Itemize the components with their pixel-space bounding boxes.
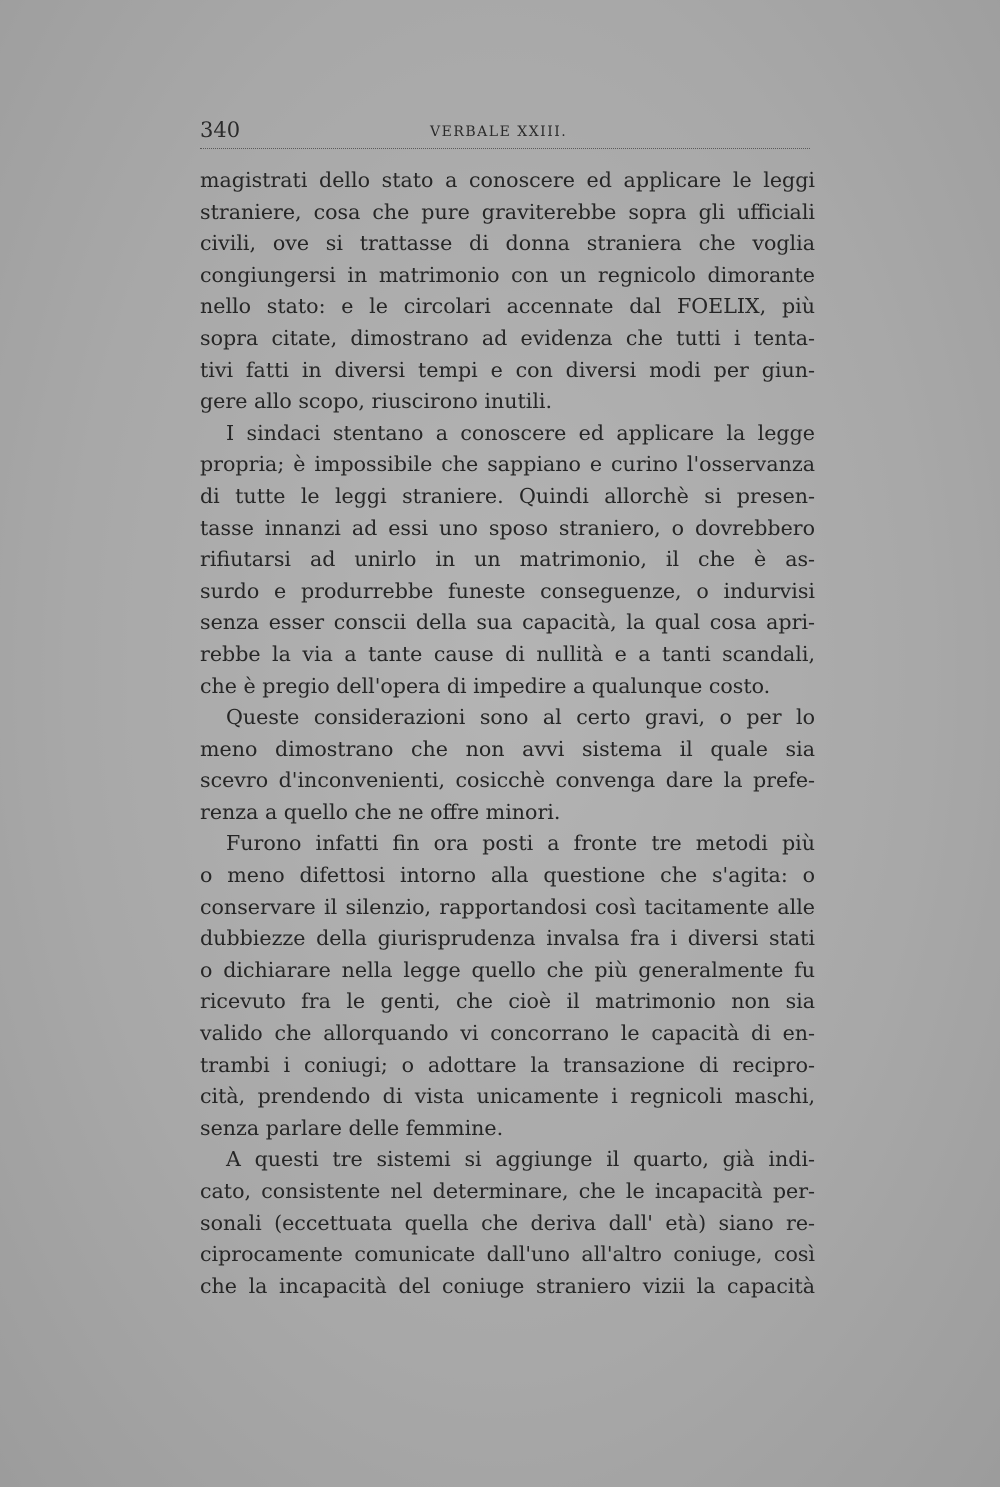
text-line: valido che allorquando vi concorrano le capacità di en-	[200, 1021, 815, 1046]
text-line: rebbe la via a tante cause di nullità e a tanti scandali,	[200, 641, 815, 666]
text-line: o dichiarare nella legge quello che più generalmente fu	[200, 957, 815, 982]
text-line: o meno difettosi intorno alla questione che s'agita: o	[200, 863, 815, 888]
text-line: renza a quello che ne offre minori.	[200, 799, 561, 824]
text-line: sopra citate, dimostrano ad evidenza che tutti i tenta-	[200, 325, 815, 350]
text-line: Furono infatti fin ora posti a fronte tre metodi più	[226, 831, 815, 856]
text-line: Queste considerazioni sono al certo gravi, o per lo	[226, 705, 815, 730]
text-line: scevro d'inconvenienti, cosicchè convenga dare la prefe-	[200, 768, 815, 793]
text-line: rifiutarsi ad unirlo in un matrimonio, il che è as-	[200, 547, 815, 572]
text-line: ricevuto fra le genti, che cioè il matrimonio non sia	[200, 989, 815, 1014]
text-line: magistrati dello stato a conoscere ed applicare le leggi	[200, 168, 815, 192]
text-line: che è pregio dell'opera di impedire a qualunque costo.	[200, 673, 771, 698]
text-line: surdo e produrrebbe funeste conseguenze, o indurvisi	[200, 578, 815, 603]
text-line: A questi tre sistemi si aggiunge il quarto, già indi-	[226, 1147, 815, 1172]
text-line: civili, ove si trattasse di donna straniera che voglia	[200, 231, 815, 256]
text-line: congiungersi in matrimonio con un regnicolo dimorante	[200, 262, 815, 287]
page-number: 340	[200, 118, 241, 142]
text-line: cità, prendendo di vista unicamente i regnicoli maschi,	[200, 1084, 815, 1109]
text-line: tivi fatti in diversi tempi e con diversi modi per giun-	[200, 357, 815, 382]
text-line: cato, consistente nel determinare, che le incapacità per-	[200, 1179, 815, 1203]
text-line: propria; è impossibile che sappiano e curino l'osservanza	[200, 452, 815, 477]
page-header	[200, 118, 810, 148]
text-line: di tutte le leggi straniere. Quindi allorchè si presen-	[200, 483, 815, 508]
text-line: sonali (eccettuata quella che deriva dall' età) siano re-	[200, 1210, 815, 1235]
text-line: senza parlare delle femmine.	[200, 1115, 504, 1140]
text-line: straniere, cosa che pure graviterebbe sopra gli ufficiali	[200, 199, 815, 224]
running-head: VERBALE XXIII.	[430, 124, 568, 140]
text-line: tasse innanzi ad essi uno sposo straniero, o dovrebbero	[200, 515, 815, 540]
header-rule	[200, 148, 810, 149]
text-line: gere allo scopo, riuscirono inutili.	[200, 389, 553, 414]
text-line: trambi i coniugi; o adottare la transazione di recipro-	[200, 1052, 815, 1077]
text-line: conservare il silenzio, rapportandosi così tacitamente alle	[200, 894, 815, 919]
text-line: dubbiezze della giurisprudenza invalsa fra i diversi stati	[200, 926, 815, 951]
text-line: nello stato: e le circolari accennate dal FOELIX, più	[200, 294, 815, 319]
text-line: senza esser conscii della sua capacità, la qual cosa apri-	[200, 610, 815, 635]
text-line: ciprocamente comunicate dall'uno all'altro coniuge, così	[200, 1242, 815, 1267]
text-line: che la incapacità del coniuge straniero vizii la capacità	[200, 1273, 815, 1298]
text-line: I sindaci stentano a conoscere ed applicare la legge	[226, 420, 815, 445]
text-line: meno dimostrano che non avvi sistema il quale sia	[200, 736, 815, 761]
body-text	[200, 165, 815, 1302]
